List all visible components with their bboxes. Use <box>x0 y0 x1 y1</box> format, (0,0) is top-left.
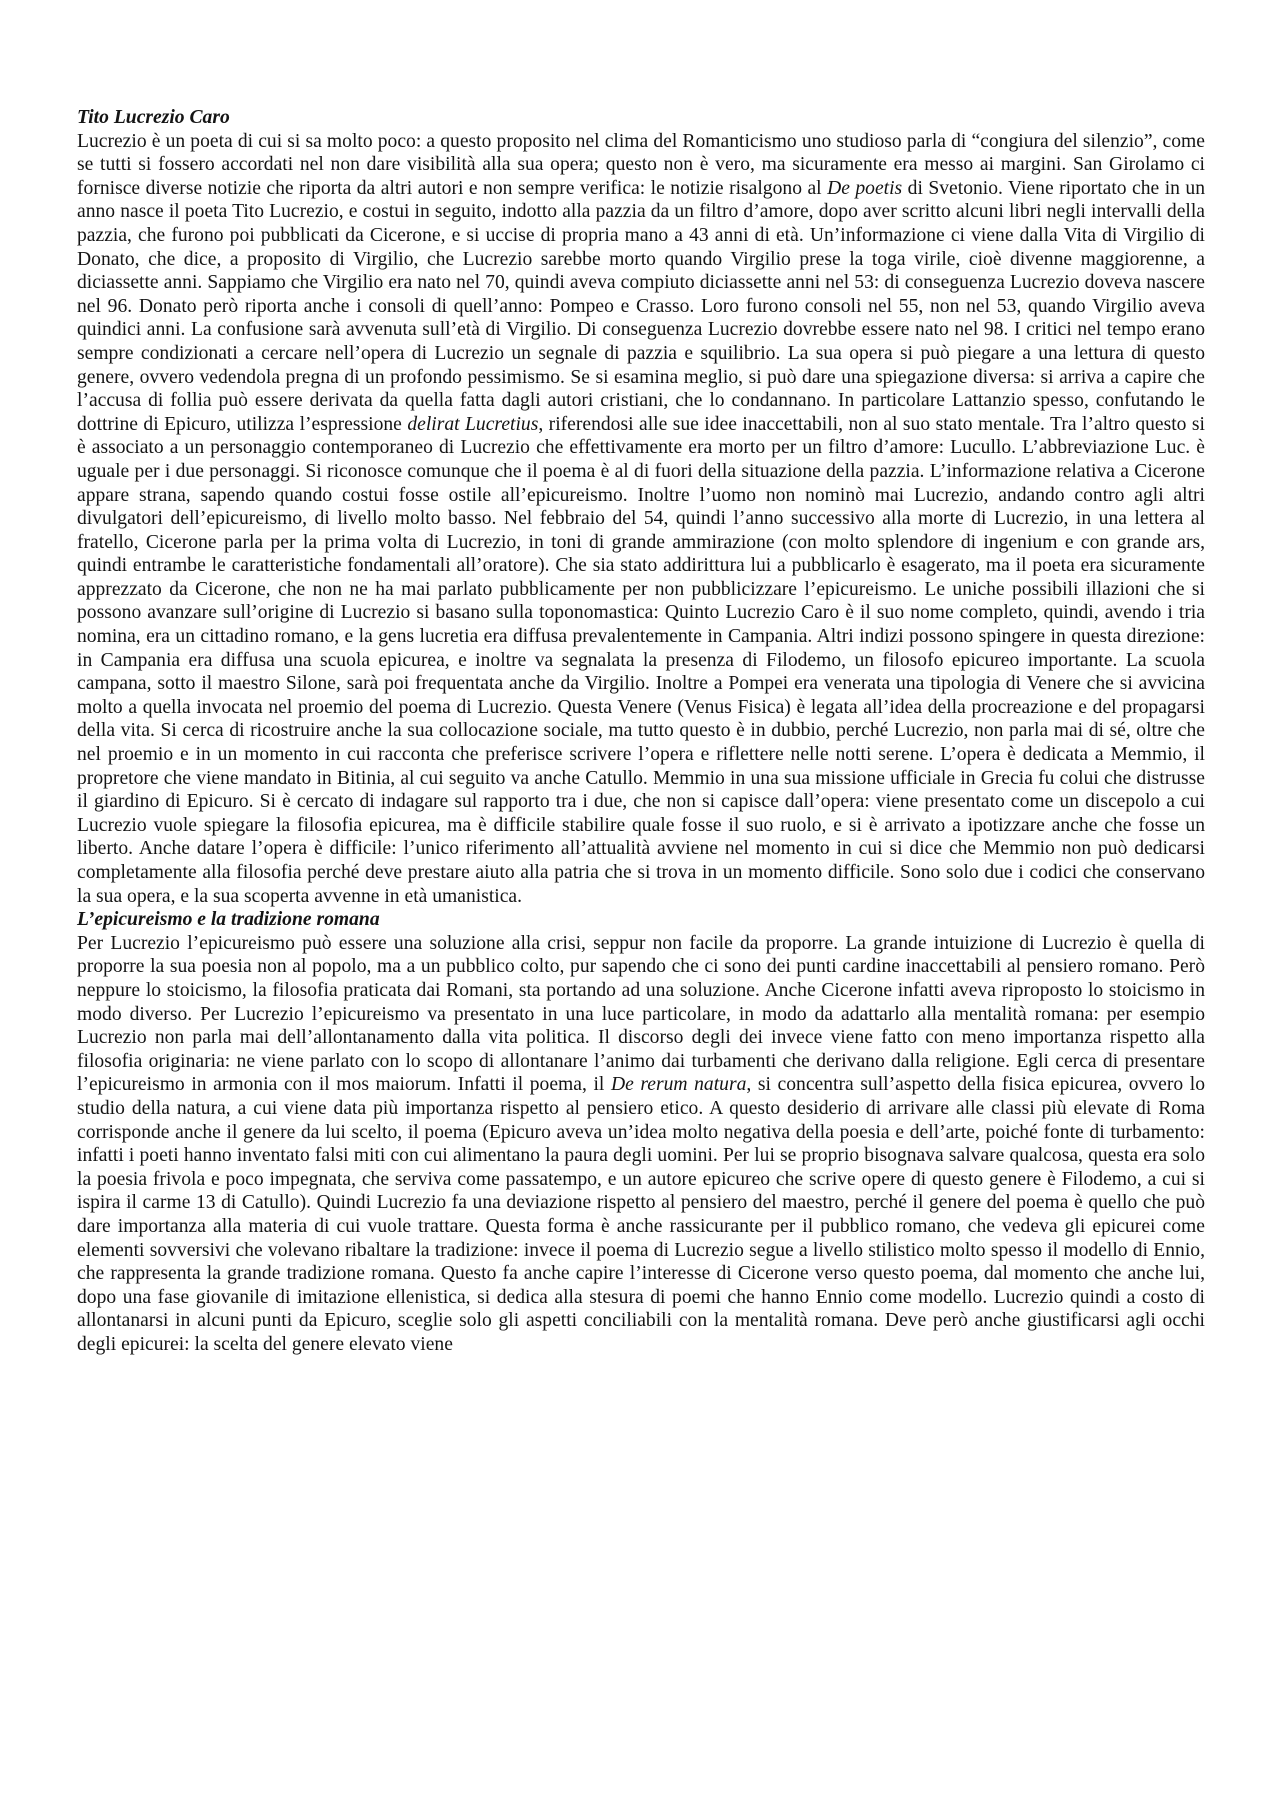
italic-title-de-rerum-natura: De rerum natura <box>610 1074 747 1096</box>
text-segment: , riferendosi alle sue idee inaccettabili, non al suo stato mentale. Tra l’altro questo si è associato a un personaggio contemporaneo di Lucrezio che effettivamente era morto per un filtro d’amore: Lucullo. L’abbreviazione Luc. è uguale per i due personaggi. Si riconosce comunque che il poema è al di fuori della situazione della pazzia. L’informazione relativa a Cicerone appare strana, sapendo quando costui fosse ostile all’epicureismo. Inoltre l’uomo non nominò mai Lucrezio, andando contro agli altri divulgatori dell’epicureismo, di livello molto basso. Nel febbraio del 54, quindi l’anno successivo alla morte di Lucrezio, in una lettera al fratello, Cicerone parla per la prima volta di Lucrezio, in toni di grande ammirazione (con molto splendore di ingenium e con grande ars, quindi entrambe le caratteristiche fondamentali all’oratore). Che sia stato addirittura lui a pubblicarlo è esagerato, ma il poeta era sicuramente apprezzato da Cicerone, che non ne ha mai parlato pubblicamente per non pubblicizzare l’epicureismo. Le uniche possibili illazioni che si possono avanzare sull’origine di Lucrezio si basano sulla toponomastica: Quinto Lucrezio Caro è il suo nome completo, quindi, avendo i tria nomina, era un cittadino romano, e la gens lucretia era diffusa prevalentemente in Campania. Altri indizi possono spingere in questa direzione: in Campania era diffusa una scuola epicurea, e inoltre va segnalata la presenza di Filodemo, un filosofo epicureo importante. La scuola campana, sotto il maestro Silone, sarà poi frequentata anche da Virgilio. Inoltre a Pompei era venerata una tipologia di Venere che si avvicina molto a quella invocata nel proemio del poema di Lucrezio. Questa Venere (Venus Fisica) è legata all’idea della procreazione e del propagarsi della vita. Si cerca di ricostruire anche la sua collocazione sociale, ma tutto questo è in dubbio, perché Lucrezio, non parla mai di sé, oltre che nel proemio e in un momento in cui racconta che preferisce scrivere l’opera e riflettere nelle notti serene. L’opera è dedicata a Memmio, il propretore che viene mandato in Bitinia, al cui seguito va anche Catullo. Memmio in una sua missione ufficiale in Grecia fu colui che distrusse il giardino di Epicuro. Si è cercato di indagare sul rapporto tra i due, che non si capisce dall’opera: viene presentato come un discepolo a cui Lucrezio vuole spiegare la filosofia epicurea, ma è difficile stabilire quale fosse il suo ruolo, e si è arrivato a ipotizzare anche che fosse un liberto. Anche datare l’opera è difficile: l’unico riferimento all’attualità avviene nel momento in cui si dice che Memmio non può dedicarsi completamente alla filosofia perché deve prestare aiuto alla patria che si trova in un momento difficile. Sono solo due i codici che conservano la sua opera, e la sua scoperta avvenne in età umanistica. <box>77 413 1205 907</box>
italic-title-de-poetis: De poetis <box>827 177 903 199</box>
section-title-tito-lucrezio-caro: Tito Lucrezio Caro <box>77 107 230 128</box>
italic-quote-delirat-lucretius: delirat Lucretius <box>407 413 539 435</box>
section-body-epicureismo <box>77 932 1205 1357</box>
section-body-tito-lucrezio-caro <box>77 130 1205 909</box>
text-segment: , si concentra sull’aspetto della fisica epicurea, ovvero lo studio della natura, a cui viene data più importanza rispetto al pensiero etico. A questo desiderio di arrivare alle classi più elevate di Roma corrisponde anche il genere da lui scelto, il poema (Epicuro aveva un’idea molto negativa della poesia e dell’arte, poiché fonte di turbamento: infatti i poeti hanno inventato falsi miti con cui alimentano la paura degli uomini. Per lui se proprio bisognava salvare qualcosa, questa era solo la poesia frivola e poco impegnata, che serviva come passatempo, e un autore epicureo che scrive opere di questo genere è Filodemo, a cui si ispira il carme 13 di Catullo). Quindi Lucrezio fa una deviazione rispetto al pensiero del maestro, perché il genere del poema è quello che può dare importanza alla materia di cui vuole trattare. Questa forma è anche rassicurante per il pubblico romano, che vedeva gli epicurei come elementi sovversivi che volevano ribaltare la tradizione: invece il poema di Lucrezio segue a livello stilistico molto spesso il modello di Ennio, che rappresenta la grande tradizione romana. Questo fa anche capire l’interesse di Cicerone verso questo poema, dal momento che anche lui, dopo una fase giovanile di imitazione ellenistica, si dedica alla stesura di poemi che hanno Ennio come modello. Lucrezio quindi a costo di allontanarsi in alcuni punti da Epicuro, sceglie solo gli aspetti conciliabili con la mentalità romana. Deve però anche giustificarsi agli occhi degli epicurei: la scelta del genere elevato viene <box>77 1074 1205 1355</box>
section-title-epicureismo: L’epicureismo e la tradizione romana <box>77 909 380 931</box>
document-page <box>77 106 1205 1356</box>
text-segment: Per Lucrezio l’epicureismo può essere una soluzione alla crisi, seppur non facile da proporre. La grande intuizione di Lucrezio è quella di proporre la sua poesia non al popolo, ma a un pubblico colto, pur sapendo che ci sono dei punti cardine inaccettabili al pensiero romano. Però neppure lo stoicismo, la filosofia praticata dai Romani, sta portando ad una soluzione. Anche Cicerone infatti aveva riproposto lo stoicismo in modo diverso. Per Lucrezio l’epicureismo va presentato in una luce particolare, in modo da adattarlo alla mentalità romana: per esempio Lucrezio non parla mai dell’allontanamento dalla vita politica. Il discorso degli dei invece viene fatto con meno importanza rispetto alla filosofia originaria: ne viene parlato con lo scopo di allontanare l’animo dai turbamenti che derivano dalla religione. Egli cerca di presentare l’epicureismo in armonia con il mos maiorum. Infatti il poema, il <box>77 932 1205 1096</box>
text-segment: Lucrezio è un poeta di cui si sa molto poco: a questo proposito nel clima del Romanticismo uno studioso parla di “congiura del silenzio”, come se tutti si fossero accordati nel non dare visibilità alla sua opera; questo non è vero, ma sicuramente era messo ai margini. San Girolamo ci fornisce diverse notizie che riporta da altri autori e non sempre verifica: le notizie risalgono al <box>77 130 1205 199</box>
text-segment: di Svetonio. Viene riportato che in un anno nasce il poeta Tito Lucrezio, e costui in seguito, indotto alla pazzia da un filtro d’amore, dopo aver scritto alcuni libri negli intervalli della pazzia, che furono poi pubblicati da Cicerone, e si uccise di propria mano a 43 anni di età. Un’informazione ci viene dalla Vita di Virgilio di Donato, che dice, a proposito di Virgilio, che Lucrezio sarebbe morto quando Virgilio prese la toga virile, cioè divenne maggiorenne, a diciassette anni. Sappiamo che Virgilio era nato nel 70, quindi aveva compiuto diciassette anni nel 53: di conseguenza Lucrezio doveva nascere nel 96. Donato però riporta anche i consoli di quell’anno: Pompeo e Crasso. Loro furono consoli nel 55, non nel 53, quando Virgilio aveva quindici anni. La confusione sarà avvenuta sull’età di Virgilio. Di conseguenza Lucrezio dovrebbe essere nato nel 98. I critici nel tempo erano sempre condizionati a cercare nell’opera di Lucrezio un segnale di pazzia e squilibrio. La sua opera si può piegare a una lettura di questo genere, ovvero vedendola pregna di un profondo pessimismo. Se si esamina meglio, si può dare una spiegazione diversa: si arriva a capire che l’accusa di follia può essere derivata da quella fatta dagli autori cristiani, che lo condannano. In particolare Lattanzio spesso, confutando le dottrine di Epicuro, utilizza l’espressione <box>77 177 1205 435</box>
